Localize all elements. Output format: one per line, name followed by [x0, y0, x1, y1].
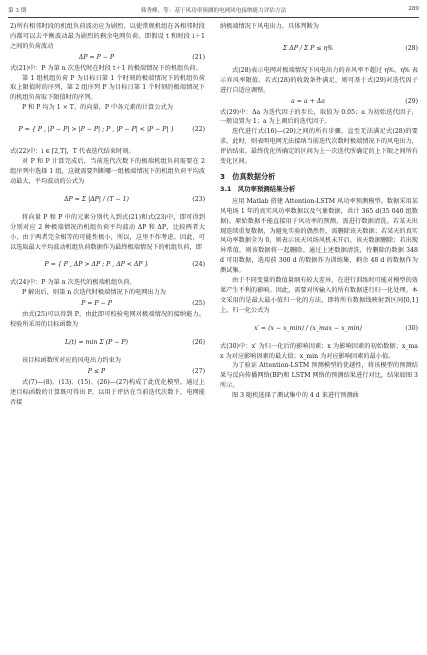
page-header	[8, 4, 419, 16]
paragraph: 式(7)—(8)、(13)、(15)、(26)—(27)构成了此优化模型。通过上述目标函数的计算既可得出 P，以用于评估在当前迭代次数下，电网能否接	[10, 378, 205, 406]
equation-body: a = a + Δa	[291, 97, 325, 105]
equation-27	[10, 367, 205, 377]
equation-body: Σ ΔP / Σ P ≤ η%	[282, 44, 334, 52]
paragraph: 式(22)中：i ∈ [2,T]，T 代表迭代结束时刻。	[10, 148, 135, 156]
paragraph: 2)所有相邻时段的机组负荷波动应为剧烈，以使常规机组在各相邻时段内都可以去平衡波动最为剧烈的剩余电网负荷。即假设 t 和时段 i＋1 之间的负荷波动	[10, 23, 205, 50]
equation-22	[10, 114, 205, 146]
paragraph: P 和 P 均为 1 × T，的向量，P 中各元素的计算公式为	[22, 104, 173, 112]
equation-body: ΔP = P − P	[78, 53, 115, 61]
equation-24	[10, 253, 205, 277]
header-rule	[8, 17, 419, 18]
equation-25	[10, 299, 205, 309]
equation-number: (24)	[192, 261, 205, 269]
equation-30	[220, 317, 418, 341]
equation-number: (21)	[192, 53, 205, 61]
paragraph: 式(29)中：Δa 为迭代因子的步长，取值为 0.05；a 为初始迭代因子，一般设置为 1；a 为上调后的迭代因子。	[220, 108, 418, 126]
equation-28	[220, 33, 418, 65]
equation-number: (23)	[192, 195, 205, 203]
left-column	[10, 22, 205, 407]
equation-number: (25)	[192, 300, 205, 308]
equation-26	[10, 331, 205, 355]
page-number: 289	[408, 6, 419, 12]
equation-number: (22)	[192, 126, 205, 134]
paragraph: 应用 Matlab 搭建 Attention-LSTM 风功率预测模型。数据采用某风电场 1 年的真实风功率数据以及气象数据，共计 365 d(35 040 组数据)。原始数据不能直接用于风功率的预测，需进行数据清洗。若某天出现连续重复数据，为避免实验的偶然性，需删除该天数据；若某天的真实风功率数据全为 0，则表示该天风场风机未开启，该天数据删除；若出现异常值，则该数据将一起删除。通过上述数据清洗，待删除的数据 348 d 可用数据，选用前 300 d 的数据作为训练集，剩余 48 d 的数据作为测试集。	[220, 197, 418, 275]
equation-body: P = { P , |P − P| > |P − P| ; P , |P − P| < |P − P| }	[18, 126, 175, 134]
equation-body: ΔP = Σ |ΔP| / (T − 1)	[64, 195, 129, 203]
paragraph: 对 P 和 P 计算完成后，当前迭代次数下的极端机组负荷需要在 2 组序列中选择 1 组，这就需要判断哪一组极端情况下的机组负荷平均波动最大，平均波动的公式为	[10, 158, 205, 185]
paragraph: 第 1 组机组负荷 P 为目标日第 1 个时刻的极端情况下的机组负荷取上限值时的序列，第 2 组序列 P 为目标日第 1 个时刻的极端情况下的机组负荷取下限值时的序列。	[10, 74, 205, 102]
paragraph: 由式(25)可以得到 P，由此即可校验电网对极端情况的接纳能力。校验所采用的目标函数为	[10, 311, 205, 329]
equation-23	[10, 188, 205, 212]
paragraph: 该目标函数所对应的风电出力约束为	[22, 356, 121, 364]
equation-number: (28)	[405, 44, 418, 52]
paragraph: P 解出后，则第 n 次迭代时极端情况下的电网出力为	[22, 289, 166, 297]
paragraph: 式(24)中：P 为第 n 次迭代的极端机组负荷。	[10, 279, 136, 287]
paragraph: 式(28)表示电网对极端情况下风电出力的弃风率不超过 η%，η% 表示弃风率限值。若式(28)的收敛条件满足，则可基于式(29)对迭代因子进行自适应调整。	[220, 66, 418, 94]
right-column	[220, 22, 418, 401]
equation-number: (26)	[192, 338, 205, 346]
equation-body: P = P − P	[81, 300, 112, 308]
equation-body: P ≤ P	[87, 367, 106, 375]
paragraph: 由于不同变量的数值量纲有较大差异，在进行训练时可能对模型的效果产生不利的影响。因此，需要对所输入的所有数据进行归一化处理。本文采用的是最大最小值归一化的方法，即将所有数据线映射到区间[0,1]上，归一化公式为	[220, 277, 418, 314]
paragraph: 为了验证 Attention-LSTM 预测模型的优越性，将该模型的预测结果与反向传播网络(BP)和 LSTM 网络的预测结果进行对比，结果如图 3 所示。	[220, 362, 418, 390]
paragraph: 纳极端情况下风电出力，具体判断为	[220, 23, 319, 30]
paragraph: 式(21)中：P 为第 n 次迭代时在时段 t＋1 的极端情况下的机组负荷。	[10, 64, 202, 72]
equation-body: P = { P , ΔP > ΔP ; P , ΔP < ΔP }	[44, 261, 149, 269]
paragraph: 图 3 随机选择了测试集中的 4 d 来进行预测曲	[232, 392, 359, 400]
equation-number: (27)	[192, 367, 205, 375]
paragraph: 将向量 P 和 P 中的元素分别代入到式(21)和式(23)中，即可得到分别对应 2 种极端情况的机组负荷平均波动 ΔP 和 ΔP，比较两者大小，由于两者完全相等的可能性极小，所以，这里不作考虑。因此，可以选取最大平均波动机组负荷数据作为最终极端情况下的机组负荷，即	[10, 213, 205, 251]
paragraph: 迭代进行式(16)—(29)之间的所有步骤，直至无法满足式(28)的要求。此时，则表明电网无法接纳当前迭代次数时极端情况下的风电出力，评估结束。最终优化所确定的区间为上一次迭代所确定的上下限之间所有变化区间。	[220, 128, 418, 166]
equation-21	[10, 53, 205, 63]
paragraph: 式(30)中：x′ 为归一化后的影响因素；x 为影响因素的初始数据；x_max 为对应影响因素的最大值；x_min 为对应影响因素的最小值。	[220, 342, 418, 360]
equation-number: (30)	[405, 324, 418, 332]
subsection-heading: 3.1 风功率预测结果分析	[220, 184, 296, 193]
section-heading: 3 仿真数据分析	[220, 171, 276, 181]
equation-number: (29)	[405, 97, 418, 105]
equation-body: x′ = (x − x_min) / (x_max − x_min)	[254, 324, 362, 332]
issue-number: 第 3 期	[8, 8, 27, 14]
running-title: 韩秀峰，等：基于风功率预测的电网风电接纳能力评估方法	[140, 8, 287, 14]
equation-body: L(t) = min Σ (P − P)	[65, 338, 128, 346]
equation-29	[220, 97, 418, 107]
